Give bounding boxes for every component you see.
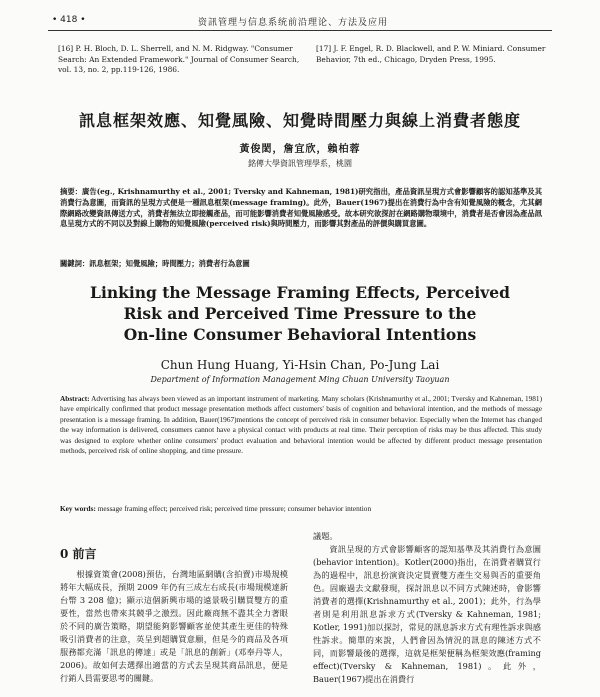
body-left-column xyxy=(60,568,288,697)
keywords-chinese-text: 訊息框架；知覺風險；時間壓力；消費者行為意圖 xyxy=(89,259,250,268)
authors-english: Chun Hung Huang, Yi-Hsin Chan, Po-Jung Lai xyxy=(160,358,440,372)
keywords-english-text: message framing effect; perceived risk; perceived time pressure; consumer behavior intention xyxy=(97,504,372,513)
intro-paragraph-2: 資訊呈現的方式會影響顧客的認知基準及其消費行為意圖(behavior intention)。Kotler(2000)指出，在消費者購買行為的過程中，訊息扮演資決定買賣雙方產生交易與否的重要角色。固廠過去文獻發現，探討訊息以不同方式陳述時，會影響消費者的選擇(Krishnamurthy et al., 2001)；此外，行為學者則是利用訊息訴求方式(Tversky & Kahneman, 1981; Kotler, 1991)加以探討，常見的訊息訴求方式有理性訴求與感性訴求。簡單的來說，人們會因為情況的訊息的陳述方式不同，而影響最後的選擇，這就是框架便稱為框架效應(framing effect)(Tversky & Kahneman, 1981)。此外，Bauer(1967)提出在消費行 xyxy=(313,544,541,684)
abstract-chinese xyxy=(60,187,542,230)
section-heading-introduction: 0 前言 xyxy=(60,547,97,561)
page-number: • 418 • xyxy=(52,15,86,25)
running-title: 资訊管理与信息系统前沿理论、方法及应用 xyxy=(198,18,389,28)
abstract-english-text: Advertising has always been viewed as an important instrument of marketing. Many scholars (Krishnamurthy et al., 2001; Tversky and Kahneman, 1981) have empirically confirmed that product message presentation methods affect customers' basis of cognition and behavioral intention, and the methods of message presentation is a message framing. In addition, Bauer(1967)mentions the concept of perceived risk in consumer behavior. Especially when the Internet has changed the way information is delivered, consumers cannot have a physical contact with products at real time. Their perception of risks may be thus affected. This study was designed to explore whether online consumers' product evaluation and behavioral intention would be affected by different product message presentation methods, perceived risk of online shopping, and time pressure. xyxy=(60,394,542,456)
title-english-line-2: Risk and Perceived Time Pressure to the xyxy=(123,304,477,323)
reference-16: [16] P. H. Bloch, D. L. Sherrell, and N. M. Ridgway. "Consumer Search: An Extended Framework." Journal of Consumer Search, vol. 13, no. 2, pp.119-126, 1986. xyxy=(58,44,300,74)
reference-17: [17] J. F. Engel, R. D. Blackwell, and P. W. Miniard. Consumer Behavior, 7th ed., Chicago, Dryden Press, 1995. xyxy=(316,44,546,64)
intro-paragraph-continuation: 議題。 xyxy=(313,531,338,541)
paper-title-english xyxy=(0,282,600,345)
abstract-chinese-label: 摘要： xyxy=(60,187,83,196)
title-english-line-1: Linking the Message Framing Effects, Perceived xyxy=(90,283,510,302)
paper-title-chinese: 訊息框架效應、知覺風險、知覺時間壓力與線上消費者態度 xyxy=(78,111,521,130)
abstract-chinese-text: 廣告(eg., Krishnamurthy et al., 2001; Tversky and Kahneman, 1981)研究指出，產品資訊呈現方式會影響顧客的認知基準及其消費行為意圖，而資訊的呈現方式便是一種訊息框架(message framing)。此外，Bauer(1967)提出在消費行為中含有知覺風險的概念，尤其網際網路改變資訊傳送方式，消費者無法立即接觸產品，而可能影響消費者知覺風險感受。故本研究欲探討在網路購物環境中，消費者是否會因為產品訊息呈現方式的不同以及對線上購物的知覺風險(perceived risk)與時間壓力，而影響其對產品的評價與購買意圖。 xyxy=(60,187,543,229)
keywords-chinese-label: 關鍵詞： xyxy=(60,259,90,268)
intro-paragraph-1: 根據資策會(2008)預估，台灣地區網購(含拍賣)市場規模將年大幅成長，預期 2009 年仍有三成左右成長(市場規模達新台幣 3 208 億)；顯示這個新興市場的遠景吸引購買雙方的重要性，當然也帶來其競爭之激烈。因此廠商無不盡其全力著眼於不同的廣告策略，期望能夠影響顧客並使其產生更佳的特殊吸引消費者的注意，英呈到超購買意願，但是今的商品及各項服務都充滿「訊息的傳達」或是「訊息的創新」(邓奉丹等人，2006)。故如何去選擇出適當的方式去呈現其商品訊息，便是行銷人員需要思考的關鍵。 xyxy=(60,569,288,683)
keywords-chinese xyxy=(60,259,542,269)
affiliation-english: Department of Information Management Ming Chuan University Taoyuan xyxy=(150,375,450,384)
keywords-english-label: Key words: xyxy=(60,504,96,513)
affiliation-chinese: 銘傳大學資訊管理學系，桃園 xyxy=(248,159,352,168)
keywords-english xyxy=(60,504,542,513)
body-right-column xyxy=(313,530,541,697)
title-english-line-3: On-line Consumer Behavioral Intentions xyxy=(123,325,477,344)
abstract-english-label: Abstract: xyxy=(60,394,90,403)
running-header xyxy=(48,12,552,31)
authors-chinese: 黃俊閎，詹宜欣，賴柏蓉 xyxy=(239,144,361,155)
abstract-english xyxy=(60,394,542,456)
